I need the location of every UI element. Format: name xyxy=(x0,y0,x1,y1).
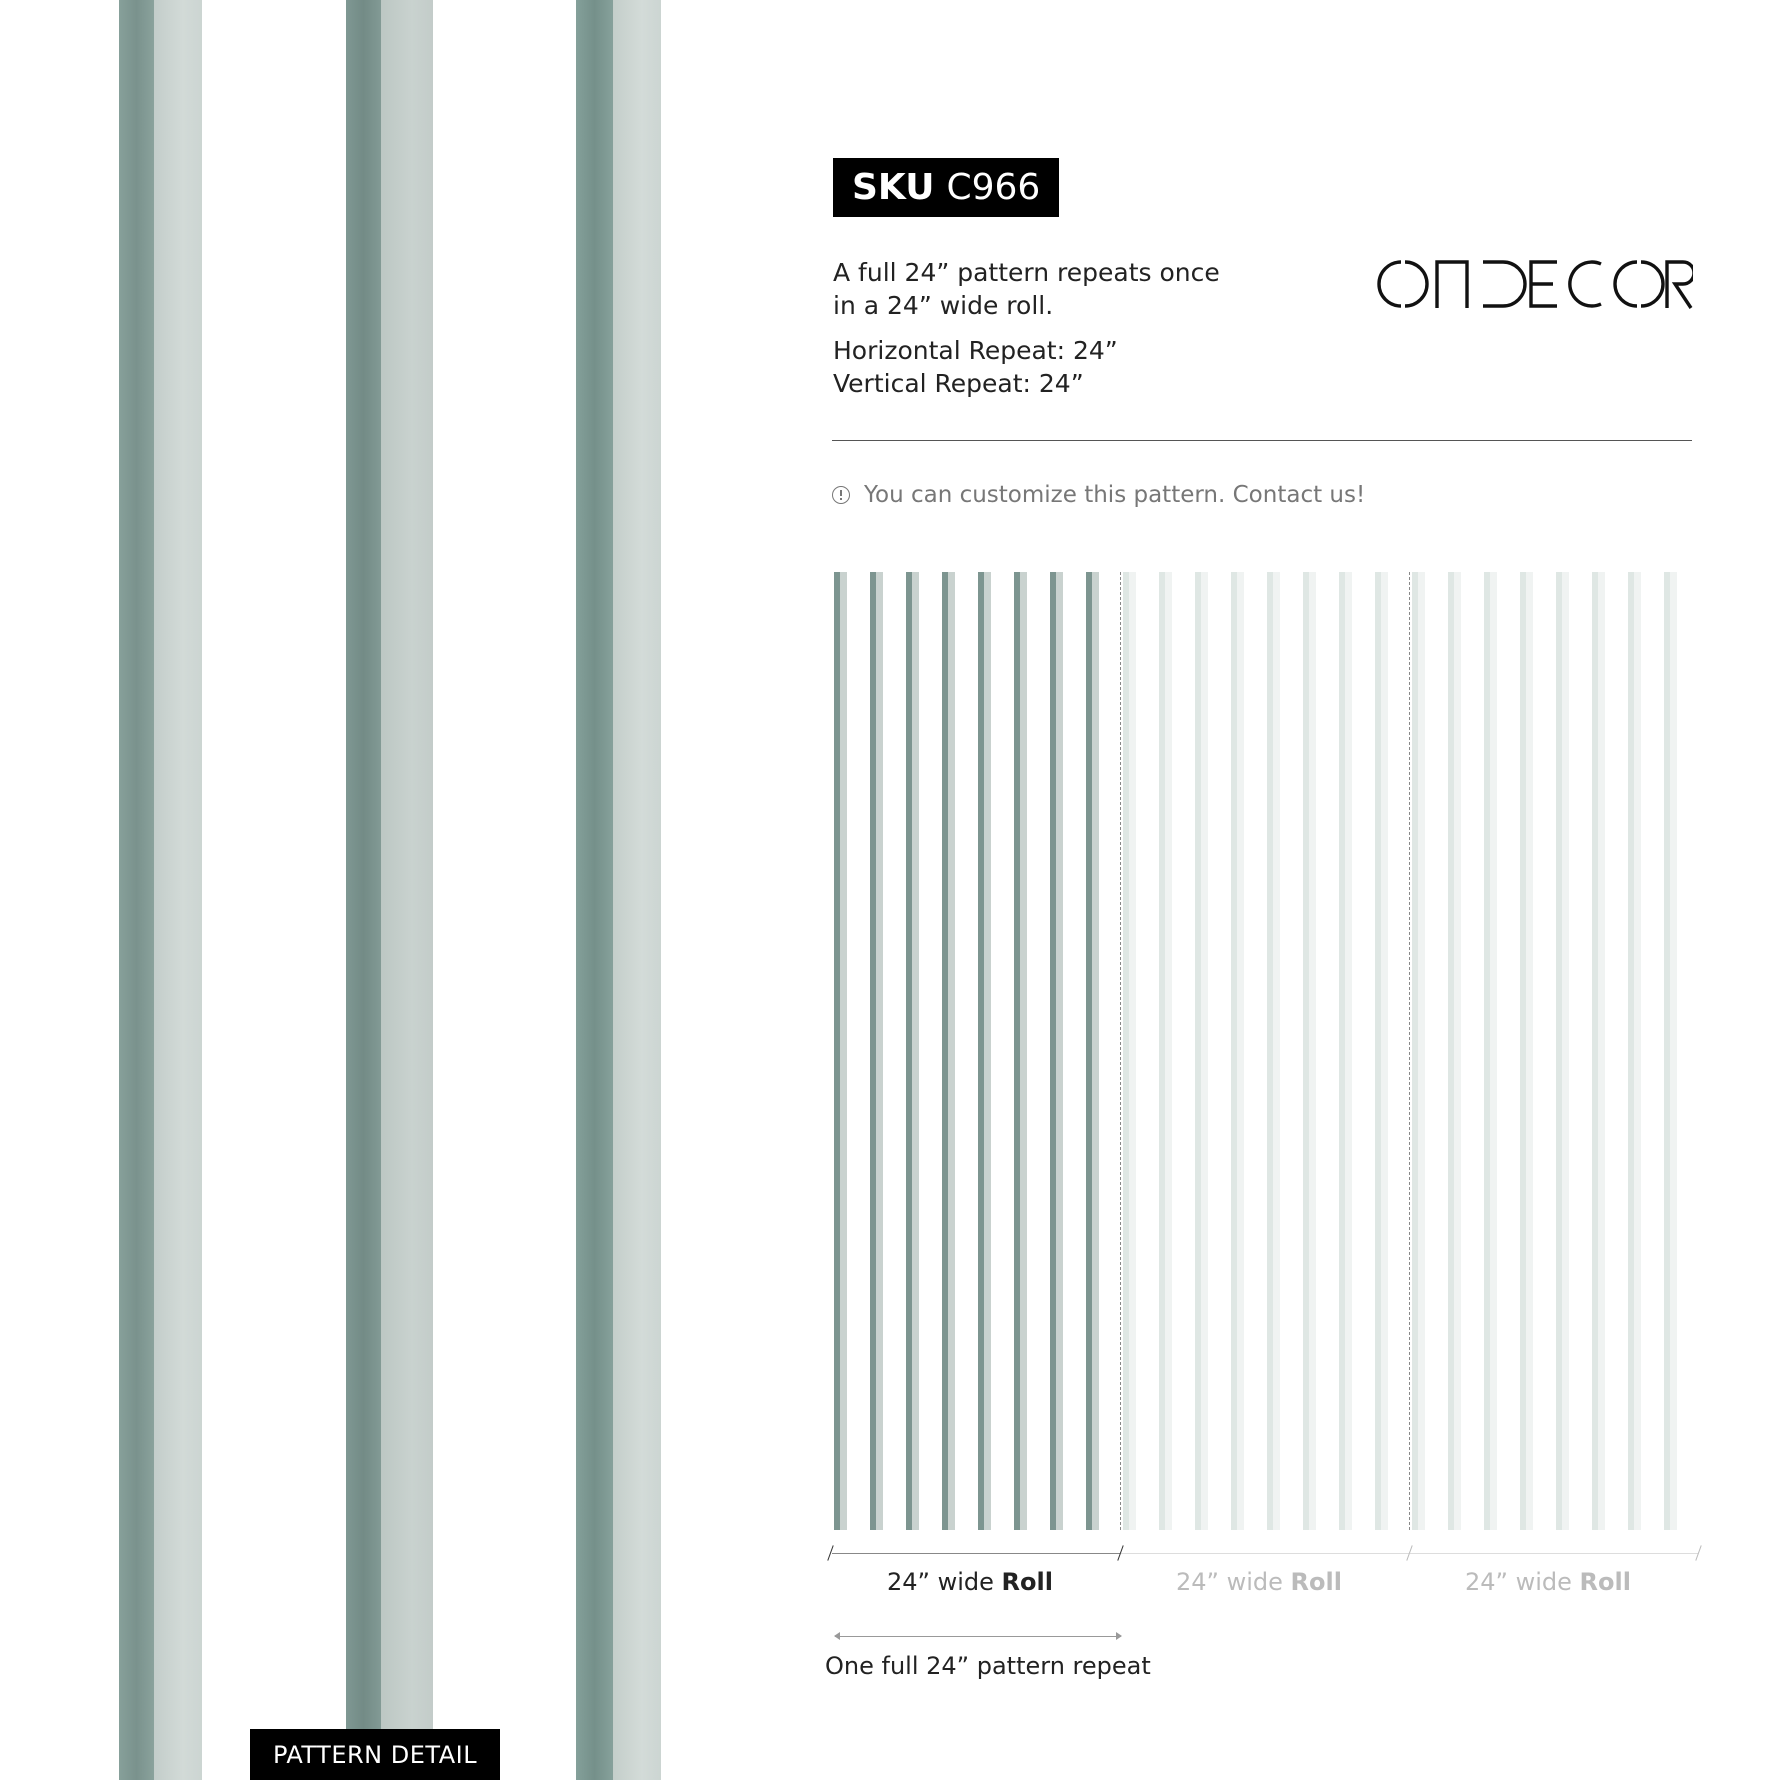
mini-stripe-light xyxy=(1092,572,1099,1530)
repeat-dimensions xyxy=(833,334,1118,400)
stripe-light xyxy=(381,0,433,1780)
description-line-2: in a 24” wide roll. xyxy=(833,291,1054,320)
customize-notice[interactable] xyxy=(832,482,1365,508)
vertical-repeat: Vertical Repeat: 24” xyxy=(833,369,1084,398)
mini-stripe-light xyxy=(876,572,883,1530)
mini-stripe-light xyxy=(1237,572,1244,1530)
sku-label: SKU xyxy=(852,167,935,208)
stripe-dark xyxy=(346,0,381,1780)
mini-stripe-light xyxy=(1454,572,1461,1530)
pattern-repeat-arrow xyxy=(835,1636,1121,1637)
stripe-light xyxy=(154,0,202,1780)
roll-preview-2 xyxy=(1121,572,1409,1530)
mini-stripe-light xyxy=(912,572,919,1530)
roll-measure-line xyxy=(1121,1553,1409,1554)
pattern-detail-label: PATTERN DETAIL xyxy=(250,1729,500,1780)
mini-stripe-light xyxy=(1273,572,1280,1530)
mini-stripe-light xyxy=(1345,572,1352,1530)
sku-badge xyxy=(833,158,1059,217)
ondecor-logo xyxy=(1375,258,1693,310)
mini-stripe-light xyxy=(840,572,847,1530)
roll-preview-1 xyxy=(832,572,1120,1530)
stripe-light xyxy=(613,0,661,1780)
mini-stripe-light xyxy=(1309,572,1316,1530)
mini-stripe-light xyxy=(1598,572,1605,1530)
mini-stripe-light xyxy=(984,572,991,1530)
mini-stripe-light xyxy=(1562,572,1569,1530)
roll-measure-line xyxy=(832,1553,1120,1554)
stripe-dark xyxy=(576,0,613,1780)
mini-stripe-light xyxy=(1670,572,1677,1530)
description-line-1: A full 24” pattern repeats once xyxy=(833,258,1220,287)
roll-label-2: 24” wide Roll xyxy=(1176,1568,1342,1596)
mini-stripe-light xyxy=(948,572,955,1530)
mini-stripe-light xyxy=(1490,572,1497,1530)
mini-stripe-light xyxy=(1418,572,1425,1530)
mini-stripe-light xyxy=(1020,572,1027,1530)
mini-stripe-light xyxy=(1634,572,1641,1530)
info-circle-icon xyxy=(832,486,850,504)
mini-stripe-light xyxy=(1526,572,1533,1530)
roll-measure-line xyxy=(1410,1553,1698,1554)
pattern-repeat-label: One full 24” pattern repeat xyxy=(825,1652,1151,1680)
roll-preview-3 xyxy=(1410,572,1698,1530)
horizontal-repeat: Horizontal Repeat: 24” xyxy=(833,336,1118,365)
sku-code: C966 xyxy=(946,167,1041,208)
mini-stripe-light xyxy=(1381,572,1388,1530)
customize-notice-text: You can customize this pattern. Contact us! xyxy=(864,482,1366,508)
roll-label-3: 24” wide Roll xyxy=(1465,1568,1631,1596)
mini-stripe-light xyxy=(1129,572,1136,1530)
divider-line xyxy=(832,440,1692,441)
stripe-dark xyxy=(119,0,154,1780)
mini-stripe-light xyxy=(1201,572,1208,1530)
mini-stripe-light xyxy=(1056,572,1063,1530)
repeat-description xyxy=(833,256,1220,322)
roll-label-1: 24” wide Roll xyxy=(887,1568,1053,1596)
mini-stripe-light xyxy=(1165,572,1172,1530)
